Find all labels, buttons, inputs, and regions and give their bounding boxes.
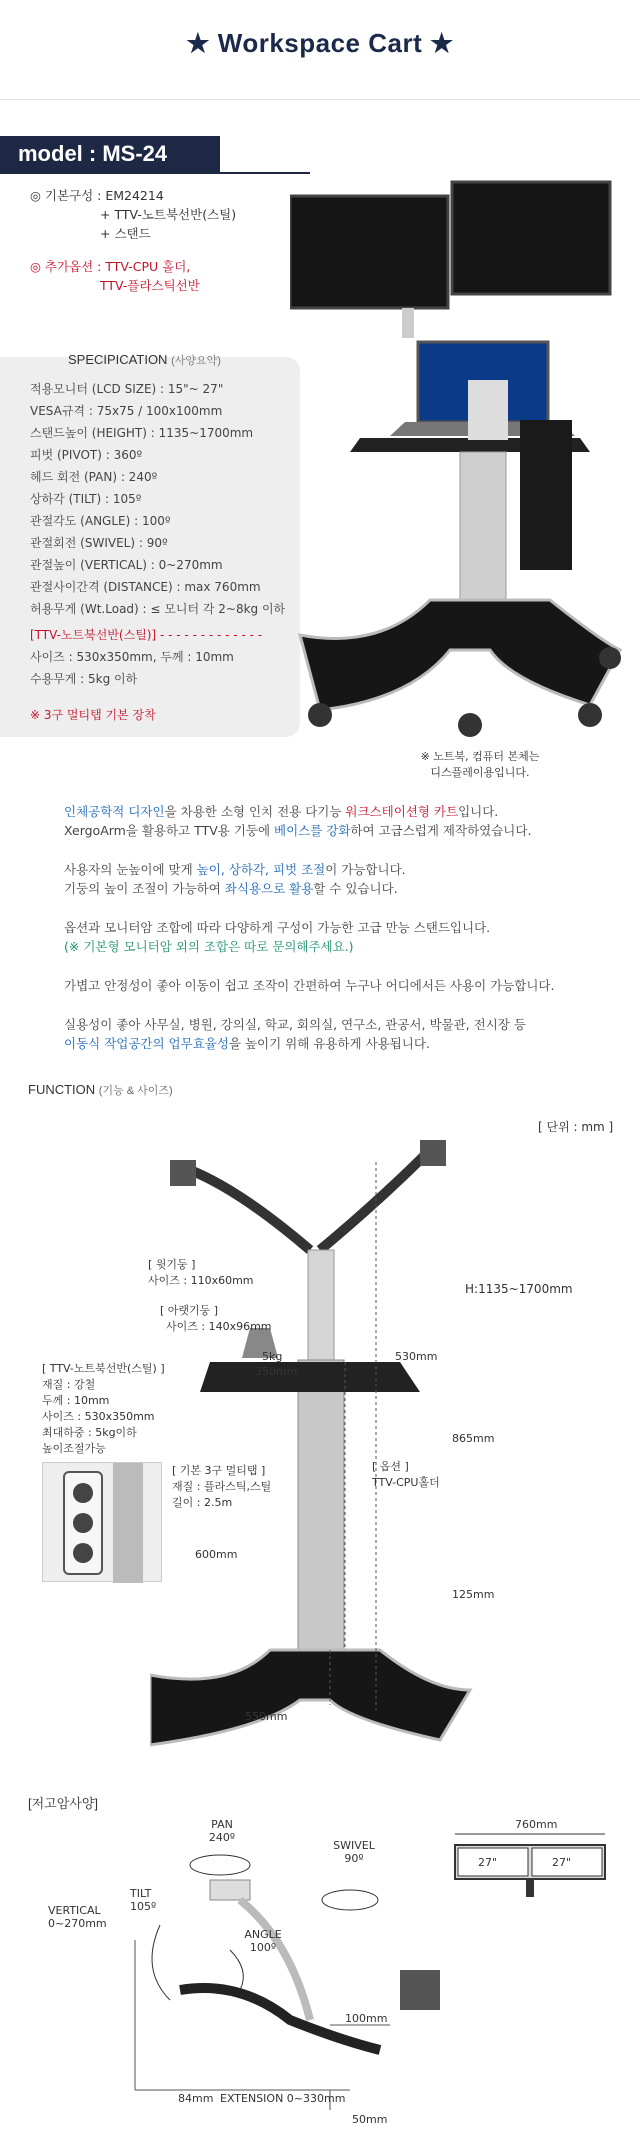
desc-highlight: 베이스를 강화 <box>274 823 351 838</box>
desc-text: XergoArm을 활용하고 TTV용 기둥에 <box>64 823 275 838</box>
desc-line <box>64 1034 554 1053</box>
angle-label-text: ANGLE <box>244 1928 282 1941</box>
option-detail-name: TTV-CPU홀더 <box>372 1476 440 1489</box>
vertical-value: 0~270mm <box>48 1917 107 1930</box>
dim-100-label: 100mm <box>345 2012 388 2025</box>
lowprofile-diagram <box>60 1820 620 2120</box>
outlet-icon <box>73 1513 93 1533</box>
function-subtitle: (기능 & 사이즈) <box>98 1085 173 1097</box>
option-config-line1: TTV-CPU 홀더, <box>105 259 191 274</box>
basic-config-line2: + TTV-노트북선반(스틸) <box>100 207 237 222</box>
shelf-detail-line: 재질 : 강철 <box>42 1378 96 1391</box>
lowprofile-title: [저고암사양] <box>28 1796 99 1811</box>
arm-left <box>190 1170 310 1250</box>
weight-label: 5kg <box>262 1350 283 1363</box>
monitor-right <box>452 182 610 294</box>
function-diagram <box>150 1130 620 1750</box>
spec-row: 관절각도 (ANGLE) : 100º <box>30 514 171 528</box>
basic-config-line1: EM24214 <box>105 188 164 203</box>
desc-highlight: 워크스테이션형 카트 <box>345 804 459 819</box>
spec-row: 관절사이간격 (DISTANCE) : max 760mm <box>30 580 261 594</box>
cart-base <box>300 600 620 710</box>
page-title: ★ Workspace Cart ★ <box>186 28 454 58</box>
shelf-spec-row: 사이즈 : 530x350mm, 두께 : 10mm <box>30 650 234 664</box>
monitor-size-right: 27" <box>552 1856 572 1869</box>
unit-label: [ 단위 : mm ] <box>538 1120 614 1134</box>
arm-right <box>320 1150 430 1250</box>
spec-row: 관절회전 (SWIVEL) : 90º <box>30 536 168 550</box>
shelf-detail-line: 최대하중 : 5kg이하 <box>42 1426 137 1439</box>
spec-row: 스탠드높이 (HEIGHT) : 1135~1700mm <box>30 426 254 440</box>
swivel-label-text: SWIVEL <box>333 1839 375 1852</box>
model-label: model : MS-24 <box>0 136 220 174</box>
desc-highlight: 인체공학적 디자인 <box>64 804 165 819</box>
description <box>64 802 554 1053</box>
dim-height: H:1135~1700mm <box>465 1282 573 1296</box>
multitap-note: ※ 3구 멀티탭 기본 장착 <box>30 708 156 722</box>
desc-highlight: 높이, 상하각, 피벗 조절 <box>196 862 326 877</box>
desc-text: 할 수 있습니다. <box>313 881 398 896</box>
vertical-label <box>48 1904 107 1930</box>
wheel <box>458 713 482 737</box>
shelf-detail-line: 높이조절가능 <box>42 1442 106 1455</box>
shelf <box>200 1362 420 1392</box>
function-title <box>28 1082 173 1098</box>
spec-subtitle: (사양요약) <box>171 355 221 367</box>
desc-text: 을 높이기 위해 유용하게 사용됩니다. <box>228 1036 430 1051</box>
outlet-icon <box>73 1483 93 1503</box>
dim-600: 600mm <box>195 1548 238 1561</box>
vertical-label-text: VERTICAL <box>48 1904 101 1917</box>
shelf-spec-title-text: [TTV-노트북선반(스틸)] <box>30 628 157 642</box>
desc-text: 기둥의 높이 조절이 가능하여 <box>64 881 225 896</box>
cpu-tower <box>520 420 572 570</box>
vesa-mount-right <box>420 1140 446 1166</box>
tilt-value: 105º <box>130 1900 157 1913</box>
shelf-detail-line: 사이즈 : 530x350mm <box>42 1410 155 1423</box>
monitor-size-left: 27" <box>478 1856 498 1869</box>
swivel-label <box>324 1839 384 1865</box>
dim-125: 125mm <box>452 1588 495 1601</box>
desc-line: (※ 기본형 모니터암 외의 조합은 따로 문의해주세요.) <box>64 939 354 954</box>
shelf-detail-line: 두께 : 10mm <box>42 1394 110 1407</box>
shelf-spec-row: 수용무게 : 5kg 이하 <box>30 672 138 686</box>
dim-865: 865mm <box>452 1432 495 1445</box>
option-detail-title: [ 옵션 ] <box>372 1460 409 1473</box>
spec-row: VESA규격 : 75x75 / 100x100mm <box>30 404 223 418</box>
basic-config-line3: + 스탠드 <box>100 226 151 241</box>
spec-row: 헤드 회전 (PAN) : 240º <box>30 470 158 484</box>
swivel-value: 90º <box>344 1852 364 1865</box>
model-underline <box>220 172 310 174</box>
spec-row: 피벗 (PIVOT) : 360º <box>30 448 143 462</box>
product-photo <box>290 180 630 775</box>
monitor-front-stand <box>526 1879 534 1897</box>
angle-value: 100º <box>249 1941 277 1954</box>
spec-title-text: SPECIPICATION <box>68 352 168 367</box>
upper-pole-size: 사이즈 : 110x60mm <box>148 1274 254 1287</box>
wheel <box>599 647 621 669</box>
photo-note <box>350 748 610 780</box>
upper-pole-title: [ 윗기둥 ] <box>148 1258 196 1271</box>
upper-pole <box>308 1250 334 1370</box>
multitap-detail-line: 길이 : 2.5m <box>172 1496 233 1509</box>
option-config-line2: TTV-플라스틱선반 <box>100 278 200 293</box>
desc-line: 실용성이 좋아 사무실, 병원, 강의실, 학교, 회의실, 연구소, 관공서, 박물관, 전시장 등 <box>64 1017 526 1032</box>
dim-530: 530mm <box>395 1350 438 1363</box>
dim-84-label: 84mm <box>178 2092 214 2105</box>
dim-550: 550mm <box>245 1710 288 1723</box>
pan-label-text: PAN <box>211 1818 233 1831</box>
upper-pole <box>468 380 508 440</box>
desc-text: 사용자의 눈높이에 맞게 <box>64 862 197 877</box>
desc-text: 입니다. <box>458 804 499 819</box>
spec-title <box>68 352 221 368</box>
multitap-detail <box>172 1462 271 1510</box>
desc-text: 하여 고급스럽게 제작하였습니다. <box>350 823 532 838</box>
desc-line <box>64 821 554 840</box>
outlet-icon <box>73 1543 93 1563</box>
spec-row: 허용무게 (Wt.Load) : ≤ 모니터 각 2~8kg 이하 <box>30 602 286 616</box>
option-config-label: ◎ 추가옵션 : <box>30 259 106 274</box>
multitap-detail-line: 재질 : 플라스틱,스틸 <box>172 1480 272 1493</box>
pan-value: 240º <box>208 1831 236 1844</box>
function-title-text: FUNCTION <box>28 1082 96 1097</box>
desc-line: 옵션과 모니터암 조합에 따라 다양하게 구성이 가능한 고급 만능 스탠드입니다. <box>64 920 491 935</box>
desc-highlight: 좌식용으로 활용 <box>224 881 314 896</box>
lower-pole-size: 사이즈 : 140x96mm <box>166 1320 272 1333</box>
spec-row: 적용모니터 (LCD SIZE) : 15"~ 27" <box>30 382 224 396</box>
pan-label <box>202 1818 242 1844</box>
desc-line <box>64 860 554 879</box>
arm-clamp <box>210 1880 250 1900</box>
wheel <box>578 703 602 727</box>
tilt-label <box>130 1887 156 1913</box>
photo-note-line1: ※ 노트북, 컴퓨터 본체는 <box>420 750 540 763</box>
desc-line: 가볍고 안정성이 좋아 이동이 쉽고 조작이 간편하여 누구나 어디에서든 사용이 가능합니다. <box>64 978 555 993</box>
shelf-spec-title: [TTV-노트북선반(스틸)] - - - - - - - - - - - - - <box>30 628 263 642</box>
desc-highlight: 이동식 작업공간의 업무효율성 <box>64 1036 229 1051</box>
tilt-label-text: TILT <box>130 1887 152 1900</box>
desc-line <box>64 802 554 821</box>
dim-50-label: 50mm <box>352 2113 388 2126</box>
desc-text: 이 가능합니다. <box>325 862 406 877</box>
shelf-detail-title: [ TTV-노트북선반(스틸) ] <box>42 1362 165 1375</box>
pan-arc <box>190 1855 250 1875</box>
shelf-detail <box>42 1360 165 1456</box>
spec-row: 상하각 (TILT) : 105º <box>30 492 142 506</box>
photo-note-line2: 디스플레이용입니다. <box>430 766 530 779</box>
angle-label <box>238 1928 288 1954</box>
vesa-plate <box>400 1970 440 2010</box>
multitap-detail-title: [ 기본 3구 멀티탭 ] <box>172 1464 266 1477</box>
spec-row: 관절높이 (VERTICAL) : 0~270mm <box>30 558 223 572</box>
basic-config <box>30 186 164 205</box>
monitor-left <box>290 196 448 308</box>
swivel-arc <box>322 1890 378 1910</box>
dim-350: 350mm <box>255 1365 298 1378</box>
cart-base <box>150 1650 470 1745</box>
lower-pole-title: [ 아랫기둥 ] <box>160 1304 219 1317</box>
desc-line <box>64 879 554 898</box>
option-detail <box>372 1458 440 1490</box>
pole-section <box>113 1463 143 1583</box>
basic-config-label: ◎ 기본구성 : <box>30 188 106 203</box>
lower-pole <box>298 1360 344 1690</box>
option-config <box>30 257 190 276</box>
tilt-arc <box>152 1925 170 2000</box>
spec-list <box>30 378 285 620</box>
angle-arc <box>230 1950 243 1990</box>
wheel <box>308 703 332 727</box>
arm-mount <box>402 308 414 338</box>
desc-text: 을 차용한 소형 인치 전용 다기능 <box>164 804 346 819</box>
dim-760-label: 760mm <box>515 1818 558 1831</box>
extension-label: EXTENSION 0~330mm <box>220 2092 346 2105</box>
multitap-inset <box>42 1462 162 1582</box>
vesa-mount-left <box>170 1160 196 1186</box>
